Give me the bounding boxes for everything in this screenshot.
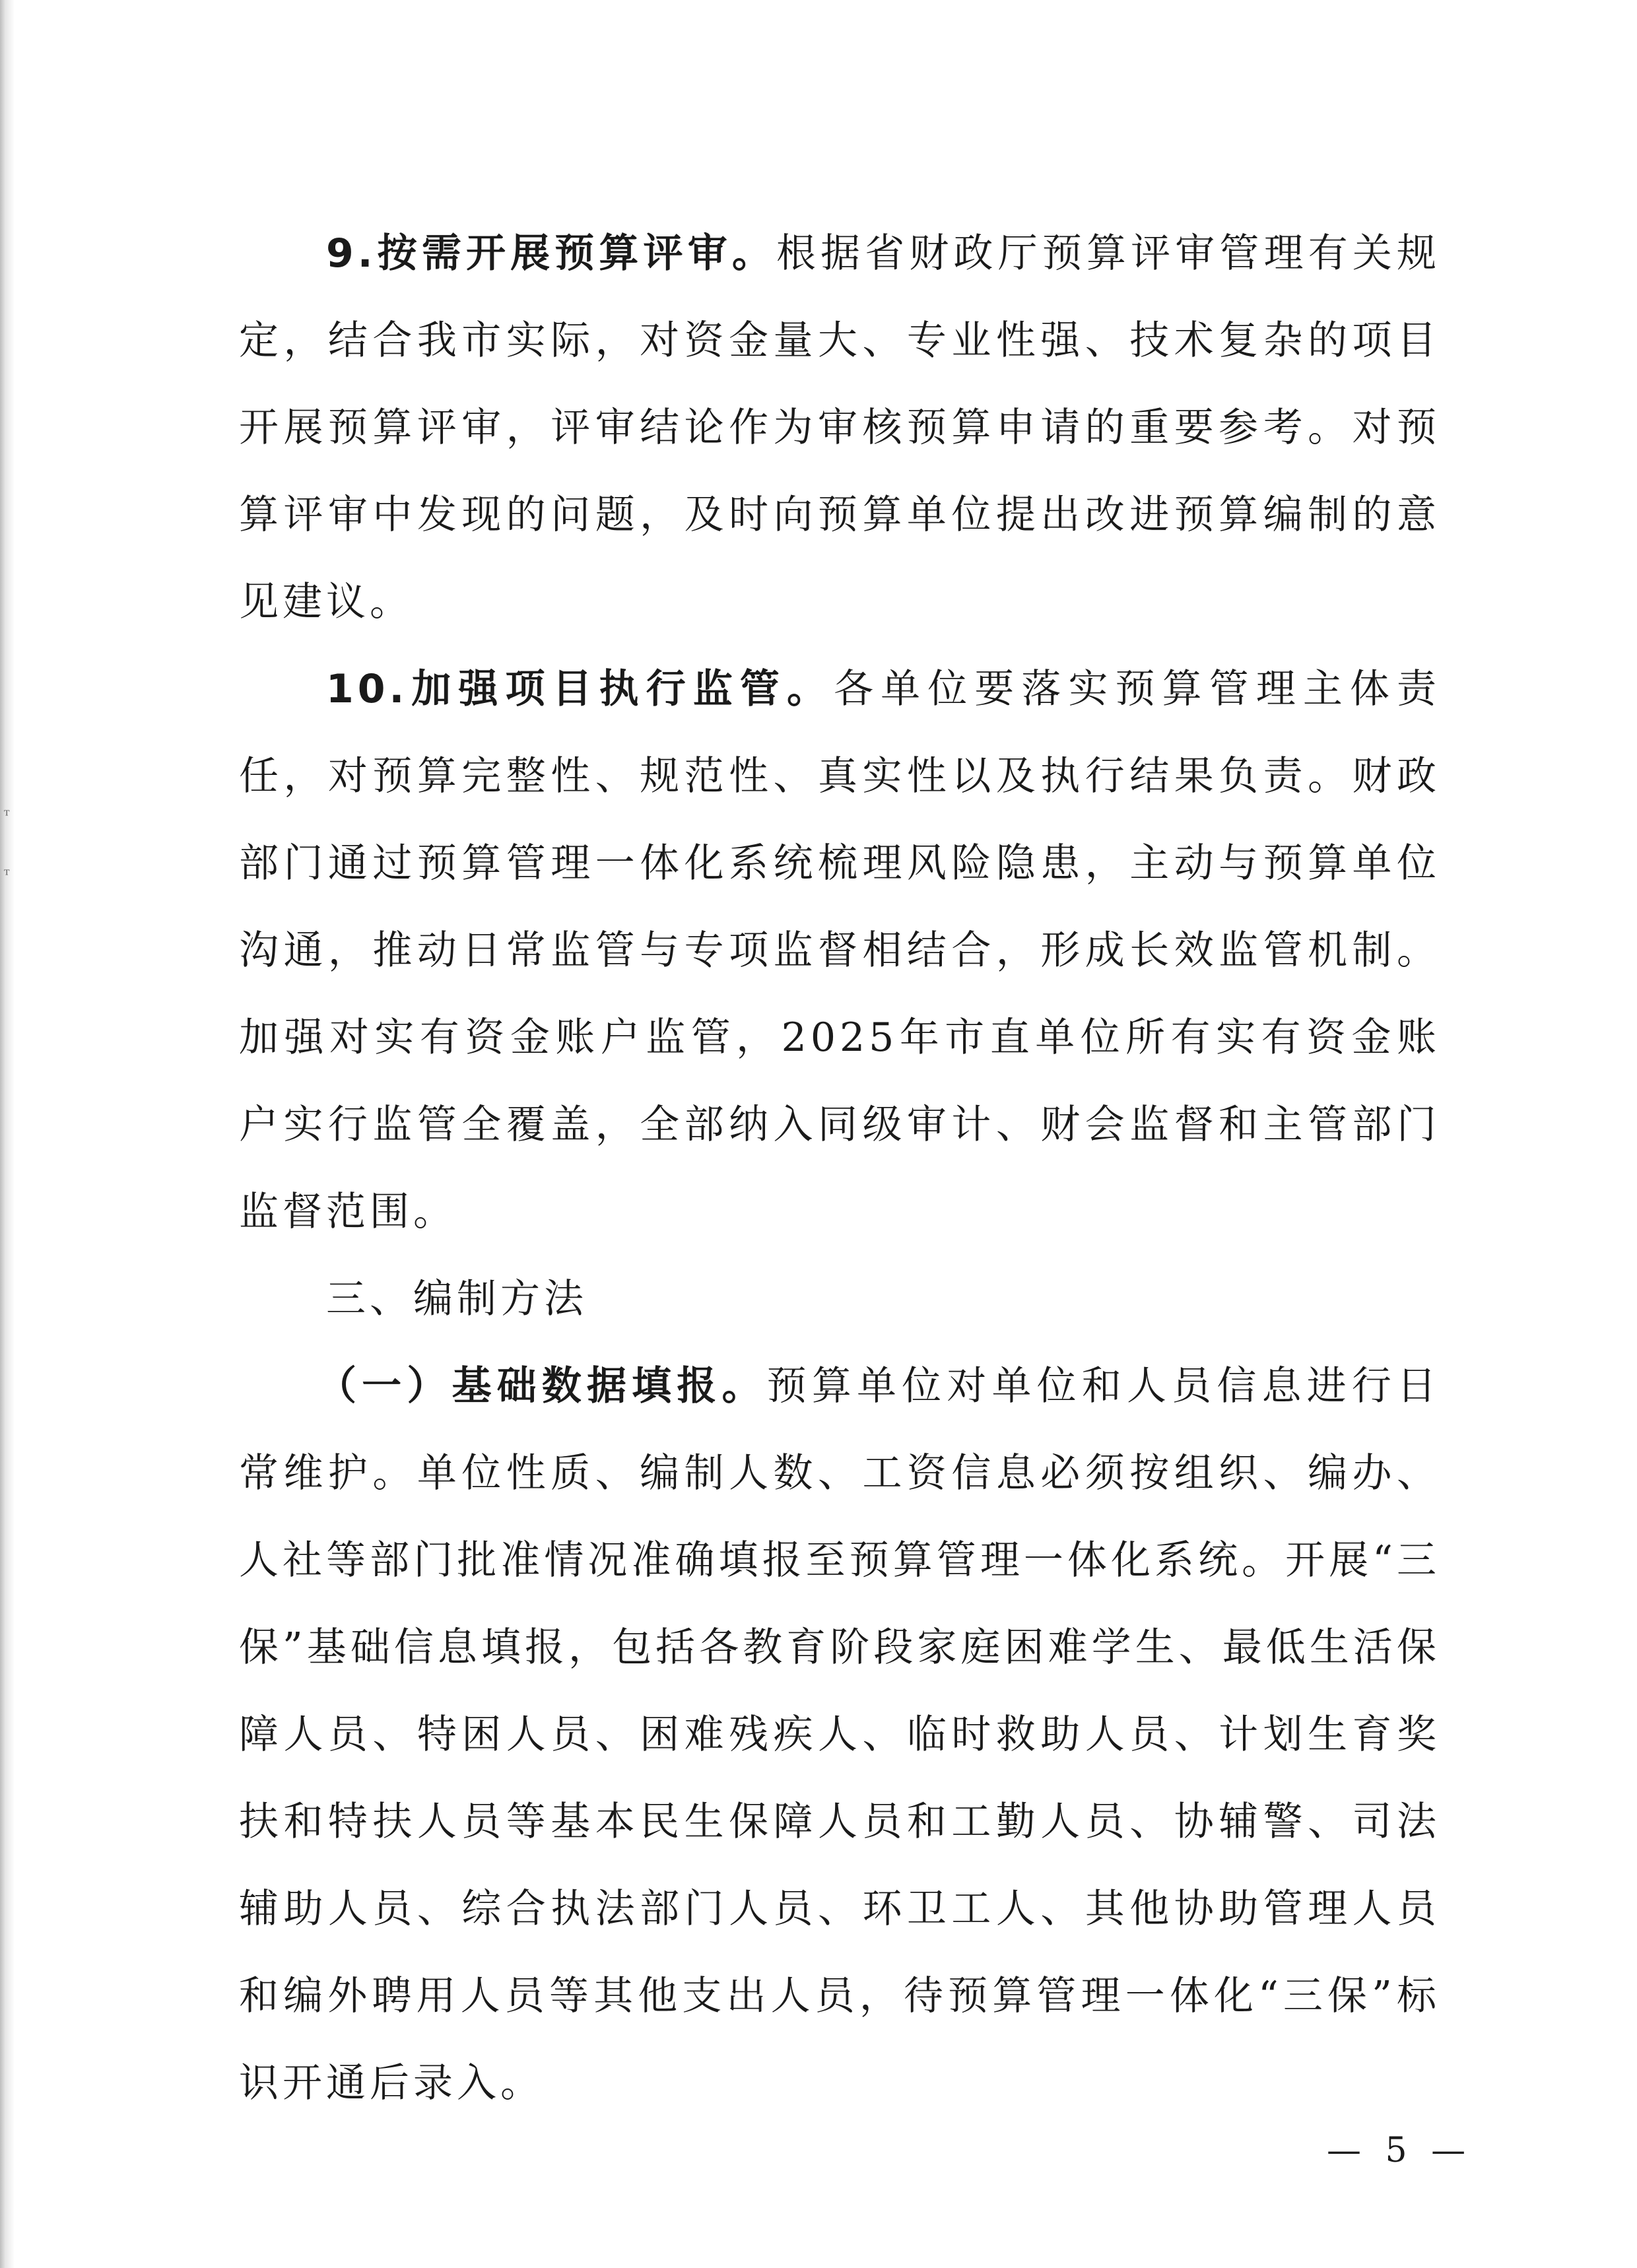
paragraph-text: 根据省财政厅预算评审管理有关规定，结合我市实际，对资金量大、专业性强、技术复杂的项目开展预算评审，评审结论作为审核预算申请的重要参考。对预算评审中发现的问题，及时向预算单位提出改进预算编制的意见建议。 (239, 230, 1440, 625)
scan-page-edge (0, 0, 15, 2268)
paragraph-text: 预算单位对单位和人员信息进行日常维护。单位性质、编制人数、工资信息必须按组织、编办、人社等部门批准情况准确填报至预算管理一体化系统。开展“三保”基础信息填报，包括各教育阶段家庭困难学生、最低生活保障人员、特困人员、困难残疾人、临时救助人员、计划生育奖扶和特扶人员等基本民生保障人员和工勤人员、协辅警、司法辅助人员、综合执法部门人员、环卫工人、其他协助管理人员和编外聘用人员等其他支出人员，待预算管理一体化“三保”标识开通后录入。 (239, 1363, 1441, 2106)
paragraph-text: 各单位要落实预算管理主体责任，对预算完整性、规范性、真实性以及执行结果负责。财政部门通过预算管理一体化系统梳理风险隐患，主动与预算单位沟通，推动日常监管与专项监督相结合，形成长效监管机制。加强对实有资金账户监管，2025年市直单位所有实有资金账户实行监管全覆盖，全部纳入同级审计、财会监督和主管部门监督范围。 (239, 666, 1441, 1235)
paragraph-lead: 9.按需开展预算评审。 (326, 230, 776, 277)
paragraph-basic-data (239, 1343, 1440, 2127)
paragraph-project-supervision (239, 646, 1440, 1255)
binding-hole-mark: ᵀ (4, 807, 10, 823)
paragraph-lead: 10.加强项目执行监管。 (326, 666, 834, 712)
section-heading (239, 1255, 1440, 1343)
paragraph-budget-review (239, 210, 1440, 646)
document-body (239, 210, 1440, 2127)
section-heading-text: 三、编制方法 (326, 1276, 587, 1322)
page-number: — 5 — (1327, 2131, 1473, 2170)
binding-hole-mark: ᵀ (4, 867, 10, 883)
paragraph-lead: （一）基础数据填报。 (317, 1363, 767, 1409)
